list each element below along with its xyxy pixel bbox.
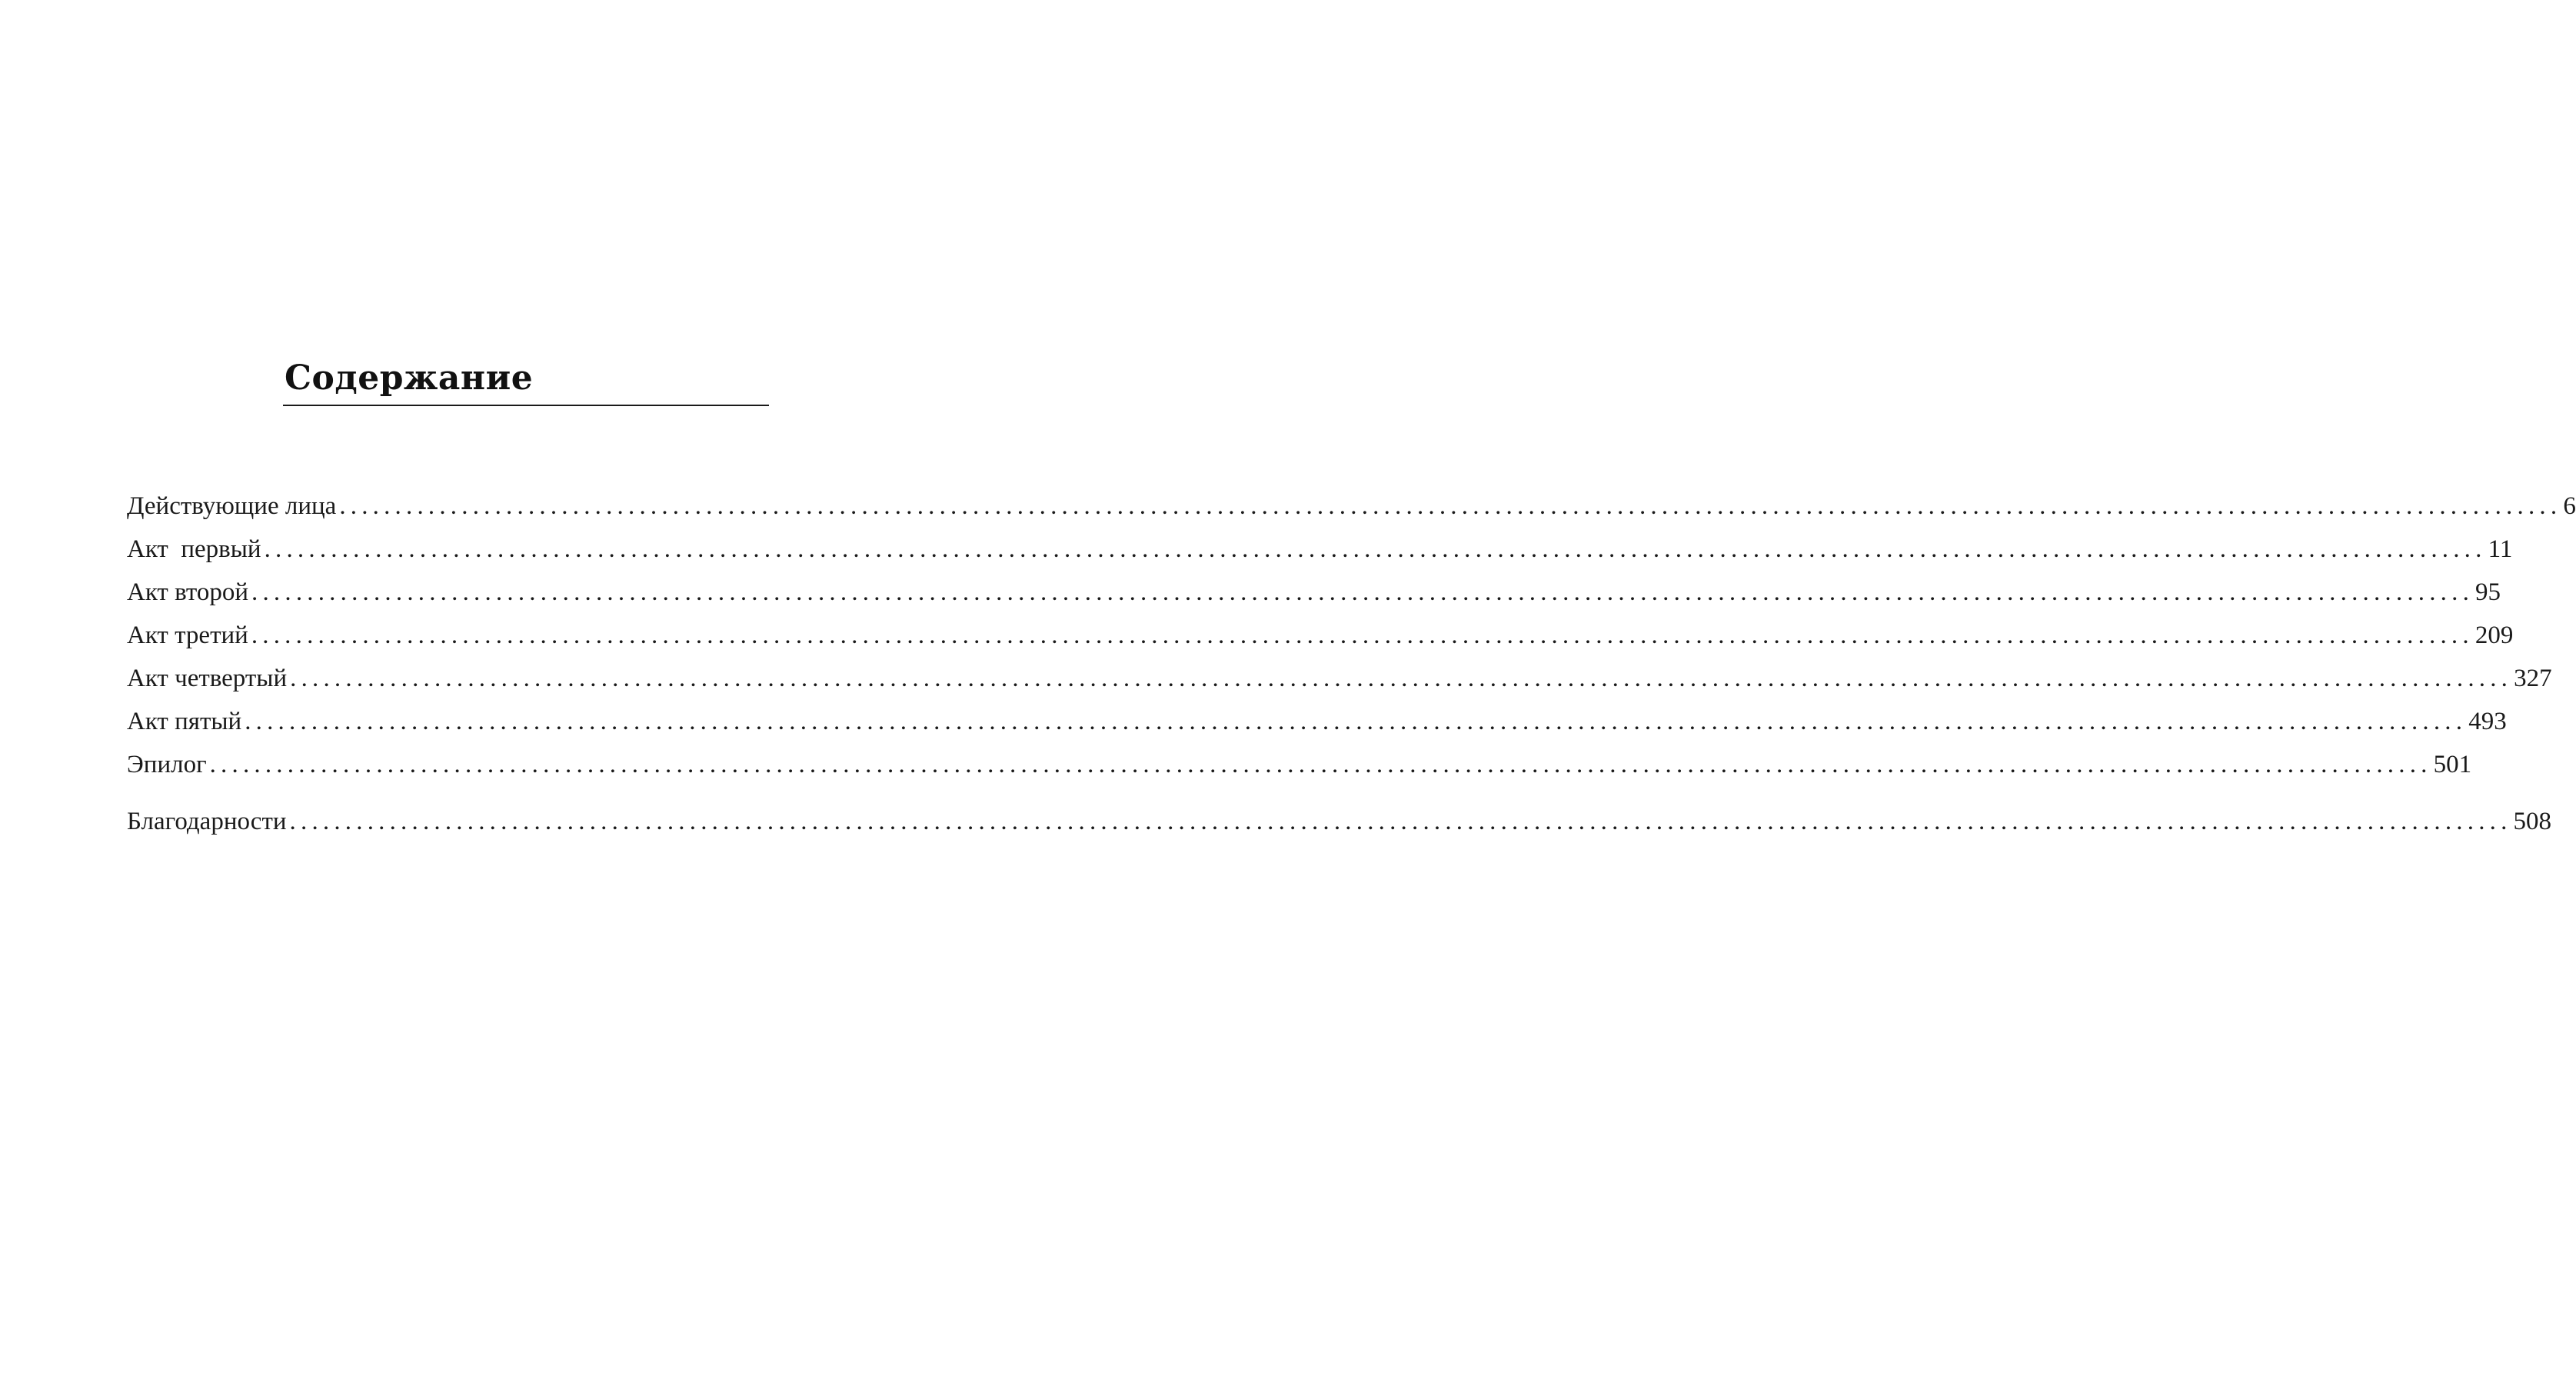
- toc-entry-page-number: 6: [2563, 492, 2576, 520]
- toc-entry-page-number: 95: [2475, 578, 2501, 606]
- page-title: Содержание: [285, 358, 534, 398]
- toc-entry-title: Действующие лица: [127, 492, 337, 520]
- toc-entry[interactable]: [127, 485, 2576, 528]
- toc-entry-title: Акт второй: [127, 578, 249, 606]
- dot-leader: ........................................................................................................................................................................................................: [339, 492, 2562, 520]
- title-underline: [283, 405, 769, 406]
- dot-leader: ........................................................................................................................................................................................................: [251, 622, 2474, 649]
- toc-entry-page-number: 11: [2488, 535, 2513, 563]
- toc-entry-page-number: 501: [2433, 751, 2472, 778]
- toc-entry[interactable]: [127, 800, 2552, 843]
- toc-entry[interactable]: [127, 700, 2507, 743]
- toc-entry[interactable]: [127, 614, 2514, 657]
- toc-entry[interactable]: [127, 657, 2552, 700]
- toc-entry-page-number: 493: [2468, 708, 2507, 735]
- toc-entry-title: Акт четвертый: [127, 665, 288, 692]
- toc-entry-title: Акт третий: [127, 622, 248, 649]
- table-of-contents: [127, 485, 2576, 843]
- toc-entry-page-number: 209: [2474, 622, 2514, 649]
- toc-entry-title: Акт пятый: [127, 708, 242, 735]
- toc-entry-page-number: 327: [2514, 665, 2552, 692]
- toc-entry-title: Акт первый: [127, 535, 261, 563]
- dot-leader: ........................................................................................................................................................................................................: [251, 578, 2474, 606]
- dot-leader: ........................................................................................................................................................................................................: [245, 708, 2468, 735]
- toc-entry[interactable]: [127, 743, 2472, 786]
- dot-leader: ........................................................................................................................................................................................................: [289, 808, 2512, 835]
- toc-entry-title: Благодарности: [127, 808, 287, 835]
- toc-entry-page-number: 508: [2513, 808, 2552, 835]
- dot-leader: ........................................................................................................................................................................................................: [290, 665, 2513, 692]
- toc-entry-title: Эпилог: [127, 751, 207, 778]
- dot-leader: ........................................................................................................................................................................................................: [209, 751, 2432, 778]
- heading-block: [283, 352, 769, 406]
- toc-entry[interactable]: [127, 571, 2501, 614]
- toc-entry[interactable]: [127, 528, 2513, 571]
- dot-leader: ........................................................................................................................................................................................................: [264, 535, 2487, 563]
